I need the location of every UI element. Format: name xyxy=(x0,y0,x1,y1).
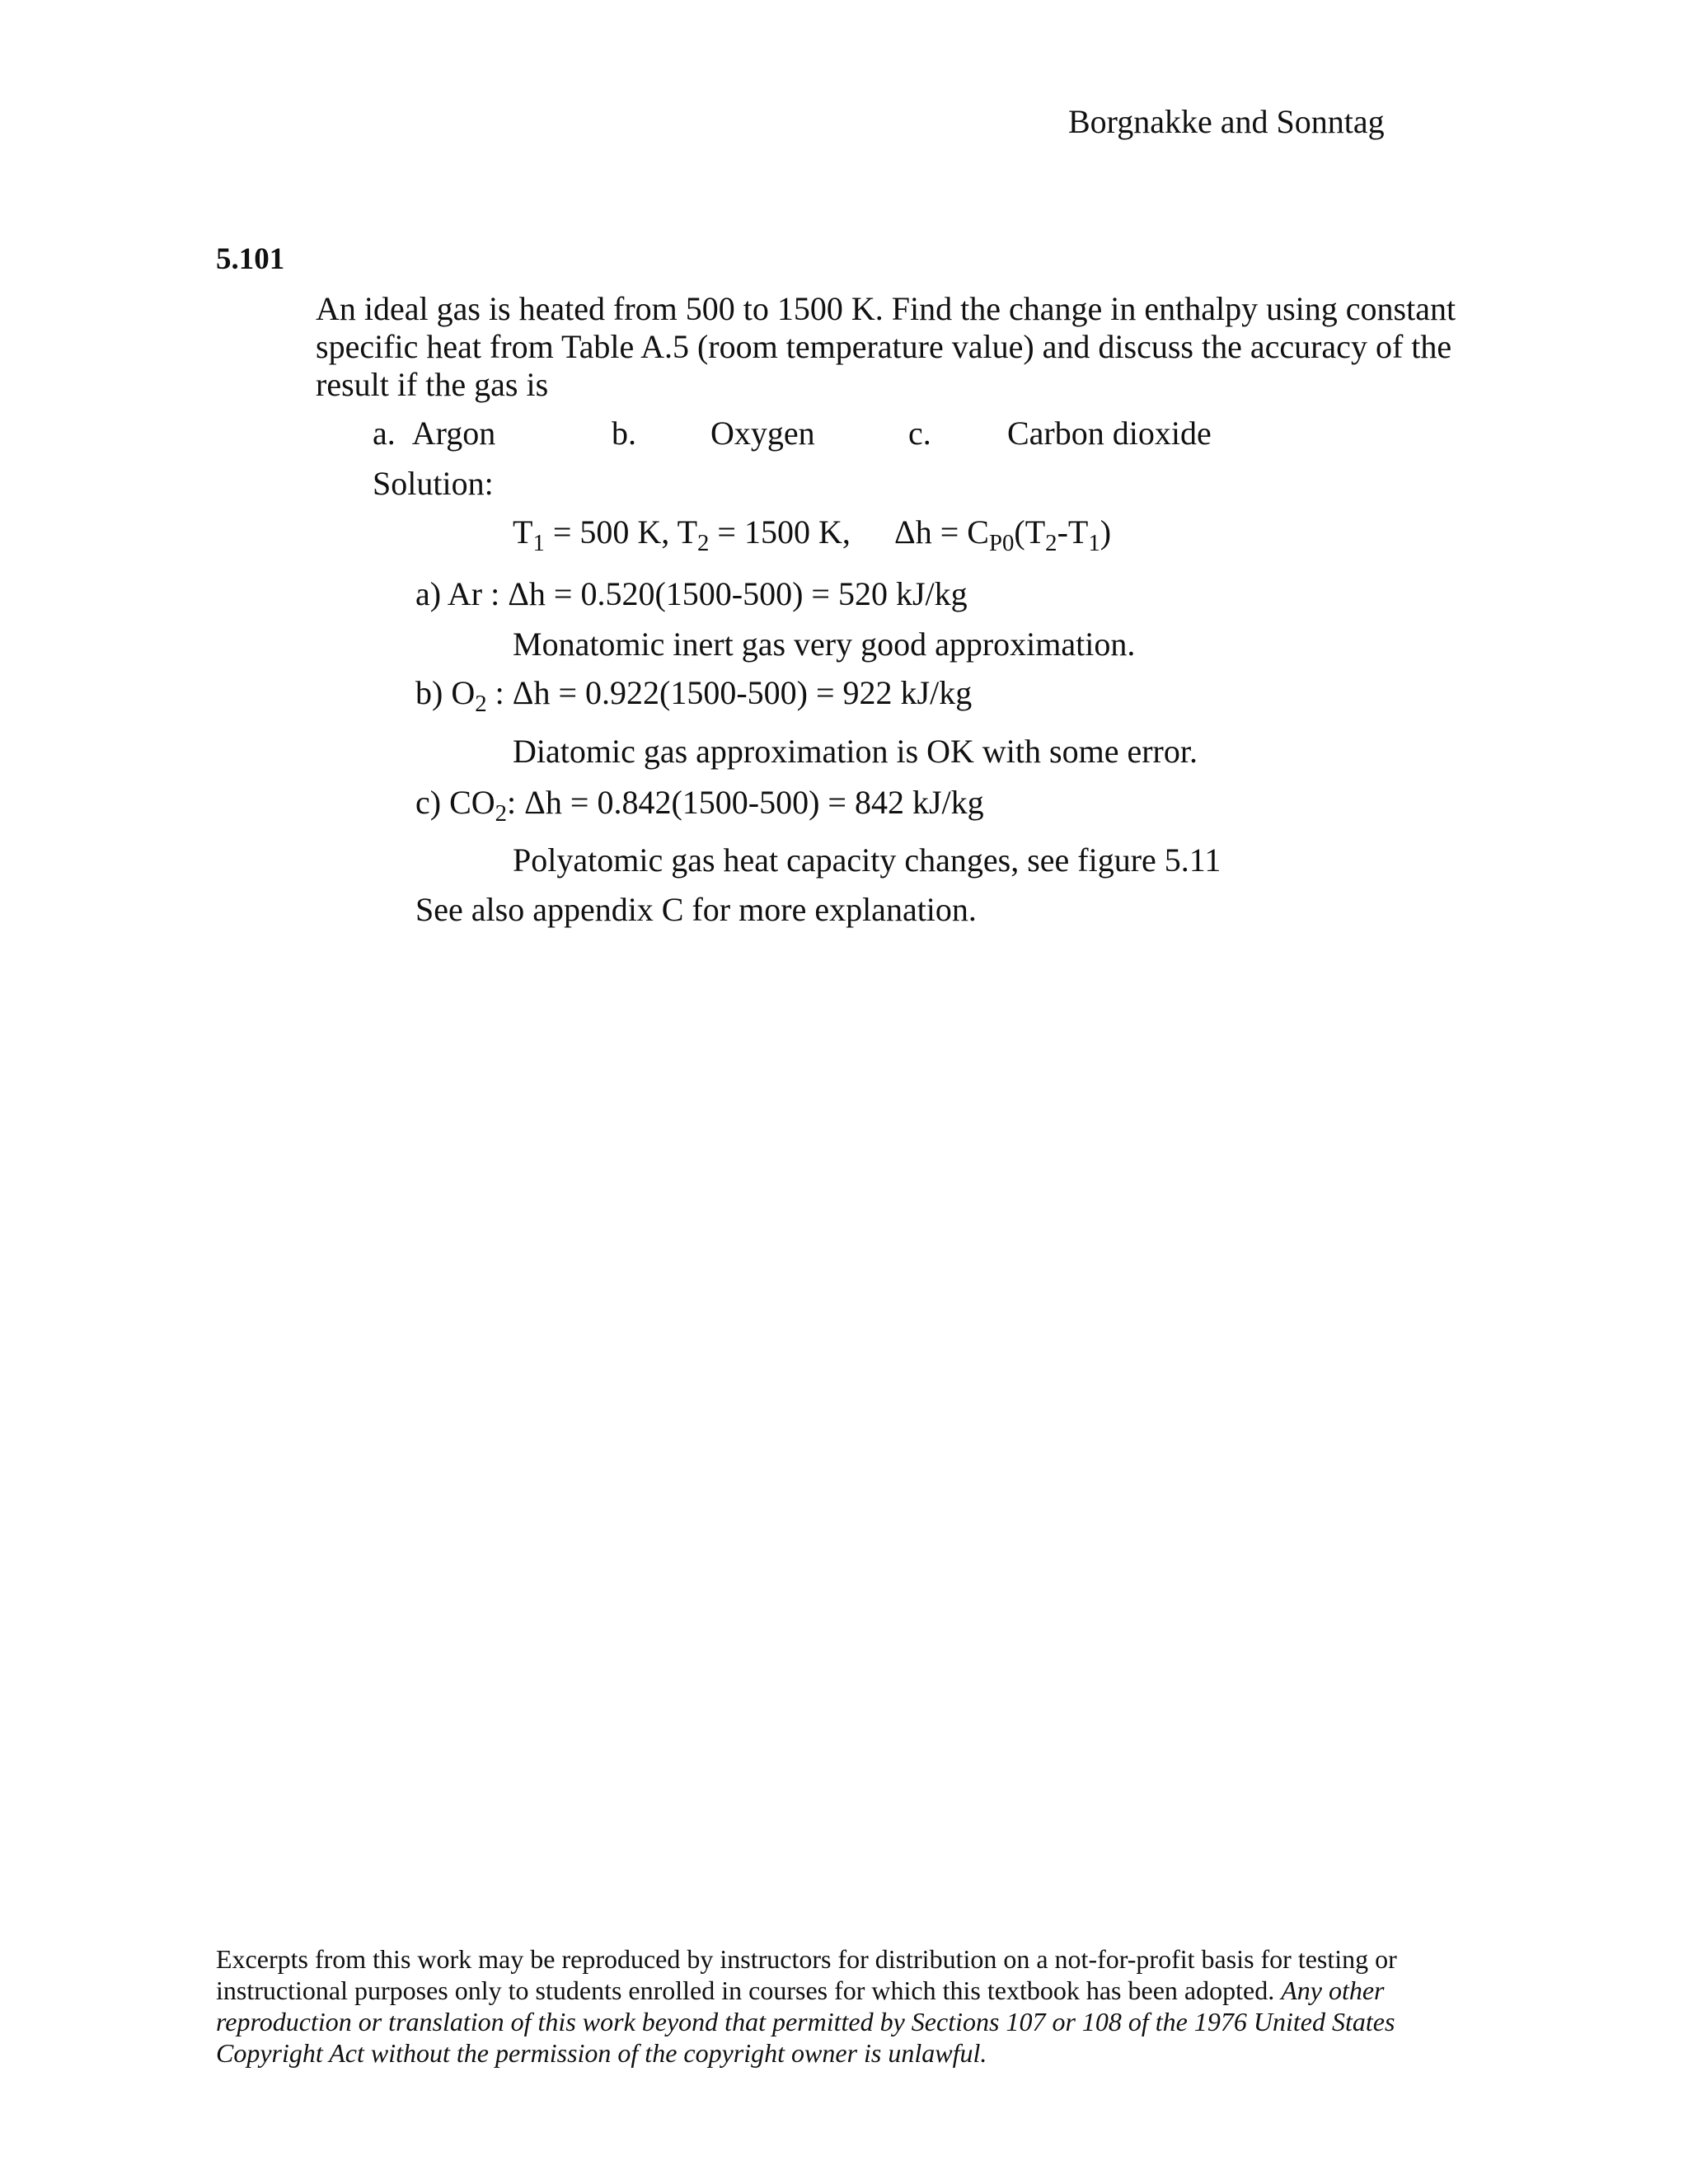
solution-label: Solution: xyxy=(373,465,494,502)
t1-subscript: 1 xyxy=(532,530,545,557)
dh-mid: -T xyxy=(1057,513,1089,551)
page-header-author: Borgnakke and Sonntag xyxy=(1068,103,1385,140)
part-c-label-pre: c) CO xyxy=(415,784,495,821)
part-c-label-subscript: 2 xyxy=(495,800,508,827)
part-c-label-post: : xyxy=(507,784,525,821)
part-c-equation-line xyxy=(415,783,984,827)
see-also-note: See also appendix C for more explanation. xyxy=(415,891,977,928)
dh-subscript-1: 1 xyxy=(1088,530,1100,557)
footer-italic-text: Any other reproduction or translation of this work beyond that permitted by Sections 107 or 108 of the 1976 United States Copyright Act without the permission of the copyright owner is unlawful. xyxy=(216,1975,1395,2068)
option-a-letter: a. xyxy=(373,415,396,452)
dh-open: (T xyxy=(1014,513,1046,551)
part-b-label-post: : xyxy=(486,674,513,711)
problem-statement xyxy=(316,290,1486,404)
dh-subscript-p0: P0 xyxy=(988,530,1015,557)
option-b-letter: b. xyxy=(612,415,636,452)
footer-normal-text: Excerpts from this work may be reproduced by instructors for distribution on a not-for-profit basis for testing or instructional purposes only to students enrolled in courses for which this textbook has been adopted. xyxy=(216,1944,1397,2005)
option-c-letter: c. xyxy=(908,415,931,452)
t2-value: = 1500 K, xyxy=(709,513,851,551)
enthalpy-definition xyxy=(894,513,1112,557)
option-a xyxy=(373,414,495,452)
dh-lhs: Δh = C xyxy=(894,513,989,551)
part-c-note: Polyatomic gas heat capacity changes, see figure 5.11 xyxy=(513,841,1221,879)
part-b-note: Diatomic gas approximation is OK with some error. xyxy=(513,733,1198,770)
option-b-value: Oxygen xyxy=(710,415,815,452)
part-a-label: a) Ar : xyxy=(415,575,509,612)
problem-number: 5.101 xyxy=(216,242,285,276)
copyright-footer xyxy=(216,1943,1485,2069)
dh-close: ) xyxy=(1100,513,1112,551)
option-a-value: Argon xyxy=(411,415,496,452)
part-b-label-pre: b) O xyxy=(415,674,476,711)
part-a-equation-line xyxy=(415,574,968,613)
part-a-equation: Δh = 0.520(1500-500) = 520 kJ/kg xyxy=(508,575,968,612)
t1-symbol: T xyxy=(513,513,533,551)
problem-statement-text: An ideal gas is heated from 500 to 1500 K. Find the change in enthalpy using constant specific heat from Table A.5 (room temperature value) and discuss the accuracy of the result if the gas is xyxy=(316,290,1456,403)
dh-subscript-2: 2 xyxy=(1045,530,1057,557)
part-c-equation: Δh = 0.842(1500-500) = 842 kJ/kg xyxy=(524,784,984,821)
part-a-note: Monatomic inert gas very good approximation. xyxy=(513,626,1136,663)
t2-symbol: T xyxy=(677,513,698,551)
option-c-value: Carbon dioxide xyxy=(1007,415,1212,452)
given-temperatures xyxy=(513,513,851,557)
t1-value: = 500 K, xyxy=(544,513,678,551)
t2-subscript: 2 xyxy=(697,530,710,557)
part-b-equation-line xyxy=(415,673,973,718)
part-b-label-subscript: 2 xyxy=(475,691,487,718)
part-b-equation: Δh = 0.922(1500-500) = 922 kJ/kg xyxy=(512,674,973,711)
